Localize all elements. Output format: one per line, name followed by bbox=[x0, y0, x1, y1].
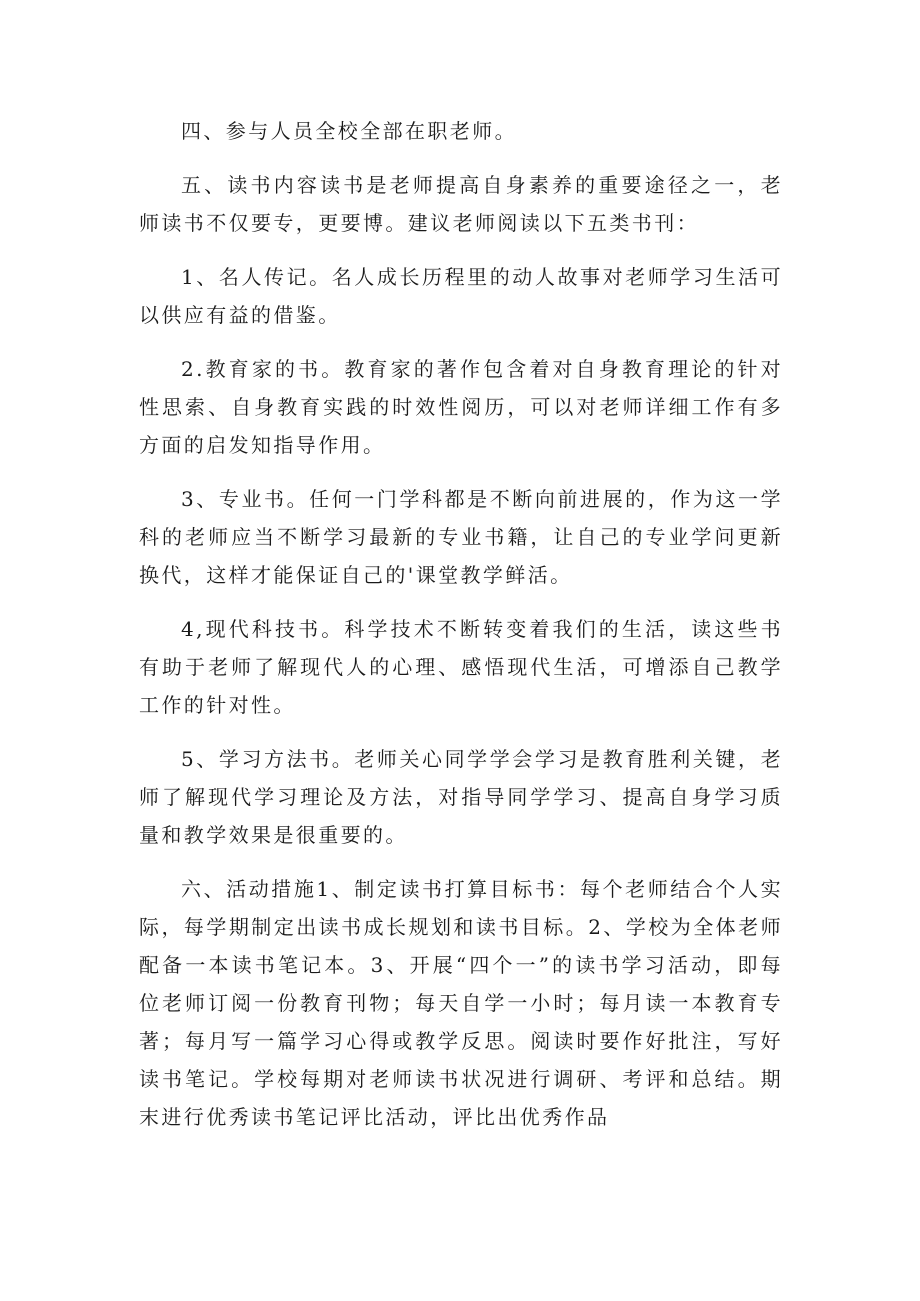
paragraph-reading-content: 五、读书内容读书是老师提高自身素养的重要途径之一，老师读书不仅要专，更要博。建议老师阅读以下五类书刊： bbox=[139, 173, 783, 235]
paragraph-activity-measures: 六、活动措施1、制定读书打算目标书：每个老师结合个人实际，每学期制定出读书成长规划和读书目标。2、学校为全体老师配备一本读书笔记本。3、开展“四个一”的读书学习活动，即每位老师订阅一份教育刊物；每天自学一小时；每月读一本教育专著；每月写一篇学习心得或教学反思。阅读时要作好批注，写好读书笔记。学校每期对老师读书状况进行调研、考评和总结。期末进行优秀读书笔记评比活动，评比出优秀作品 bbox=[139, 877, 783, 1129]
document-body bbox=[139, 112, 783, 1152]
paragraph-biographies: 1、名人传记。名人成长历程里的动人故事对老师学习生活可以供应有益的借鉴。 bbox=[139, 265, 783, 327]
paragraph-study-method-books: 5、学习方法书。老师关心同学学会学习是教育胜利关键，老师了解现代学习理论及方法，对指导同学学习、提高自身学习质量和教学效果是很重要的。 bbox=[139, 747, 783, 847]
paragraph-participants: 四、参与人员全校全部在职老师。 bbox=[181, 119, 517, 143]
paragraph-educator-books: 2.教育家的书。教育家的著作包含着对自身教育理论的针对性思索、自身教育实践的时效性阅历，可以对老师详细工作有多方面的启发知指导作用。 bbox=[139, 357, 783, 457]
paragraph-professional-books: 3、专业书。任何一门学科都是不断向前进展的，作为这一学科的老师应当不断学习最新的专业书籍，让自己的专业学问更新换代，这样才能保证自己的'课堂教学鲜活。 bbox=[139, 487, 783, 587]
paragraph-science-books: 4,现代科技书。科学技术不断转变着我们的生活，读这些书有助于老师了解现代人的心理、感悟现代生活，可增添自己教学工作的针对性。 bbox=[139, 617, 783, 717]
